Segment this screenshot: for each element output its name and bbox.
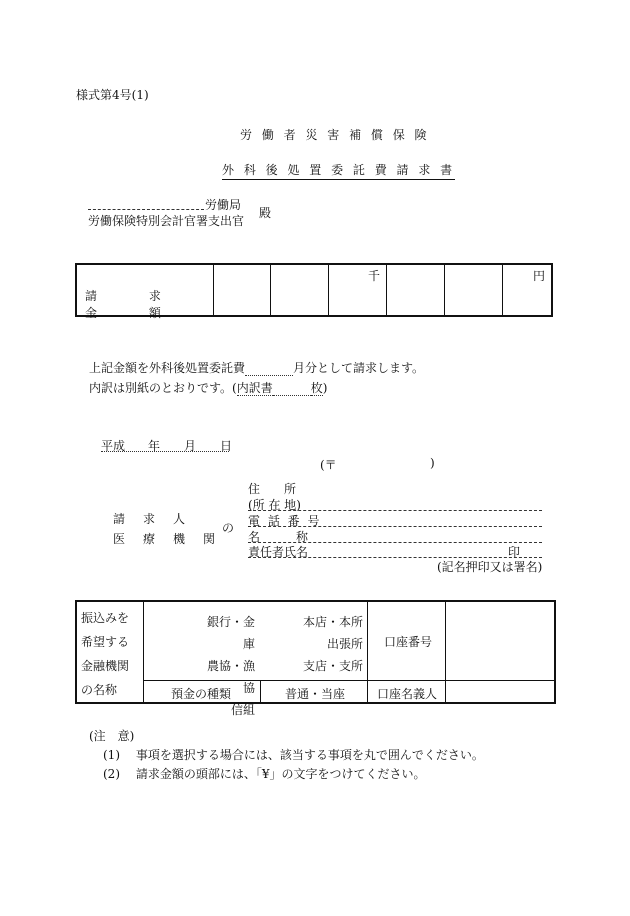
sheet-count-unit: 枚 [310, 381, 323, 395]
honorific: 殿 [259, 206, 272, 220]
date-month: 月 [184, 439, 197, 453]
statement-line-2 [89, 379, 327, 396]
bureau-name-field[interactable] [88, 197, 204, 210]
medical-institution-label: 医 療 機 関 [113, 532, 219, 546]
amount-label-cell [77, 265, 214, 320]
bureau-suffix: 労働局 [205, 198, 242, 212]
postal-close: ) [430, 456, 435, 470]
note-number: (2) [103, 767, 120, 781]
institution-type[interactable]: 農協・漁協 [206, 659, 255, 695]
bank-table [75, 600, 556, 717]
breakdown-label: 内訳書 [236, 381, 273, 395]
breakdown-prefix: 内訳は別紙のとおりです。( [89, 381, 237, 395]
breakdown-close: ) [322, 381, 328, 395]
month-field[interactable] [245, 363, 293, 376]
amount-digit-cell[interactable] [503, 265, 551, 315]
seal-mark: 印 [508, 545, 521, 559]
bank-header-line: 振込みを [81, 611, 130, 625]
date-year: 年 [148, 439, 161, 453]
yen-unit: 円 [532, 269, 545, 283]
branch-type[interactable]: 支店・支所 [302, 659, 363, 673]
statement-prefix: 上記金額を外科後処置委託費 [89, 361, 246, 375]
note-item [103, 746, 484, 763]
grid-line [260, 680, 261, 702]
amount-digit-cell[interactable] [445, 265, 503, 315]
grid-line [143, 602, 144, 702]
page-title: 労 働 者 災 害 補 償 保 険 [240, 128, 430, 142]
bank-header [81, 606, 129, 702]
date-field[interactable] [101, 437, 233, 453]
account-number-field[interactable] [446, 602, 554, 680]
phone-label: 電 話 番 号 [248, 514, 322, 528]
representative-label: 責任者氏名 [248, 545, 309, 559]
phone-field[interactable] [248, 512, 542, 527]
branch-type[interactable]: 本店・本所 [302, 615, 363, 629]
note-item [103, 765, 425, 782]
date-era: 平成 [101, 439, 126, 453]
location-label: (所 在 地) [248, 498, 301, 512]
branch-type-list [299, 611, 363, 677]
deposit-type-options[interactable]: 普通・当座 [285, 687, 346, 701]
postal-open: (〒 [320, 458, 337, 472]
form-number: 様式第4号(1) [76, 88, 149, 102]
bank-header-line: 希望する [81, 635, 130, 649]
name-label: 名 称 [248, 530, 309, 544]
institution-type-list [197, 611, 255, 721]
notes-heading: (注 意) [89, 729, 135, 743]
institution-type[interactable]: 信組 [230, 703, 255, 717]
amount-table [75, 263, 553, 320]
document-subtitle: 外 科 後 処 置 委 託 費 請 求 書 [222, 161, 455, 180]
address-label: 住 所 [248, 482, 297, 496]
deposit-type-label: 預金の種類 [171, 687, 232, 701]
branch-type[interactable]: 出張所 [326, 637, 363, 651]
name-field[interactable] [248, 528, 542, 543]
location-field[interactable] [248, 496, 542, 511]
claimant-label: 請 求 人 [113, 512, 189, 526]
postal-code-field[interactable] [338, 456, 430, 469]
account-holder-label: 口座名義人 [377, 687, 438, 701]
grid-line [367, 602, 368, 702]
amount-label: 請 求 金 額 [85, 289, 185, 320]
statement-suffix: 月分として請求します。 [293, 361, 425, 375]
date-day: 日 [220, 439, 233, 453]
note-text: 事項を選択する場合には、該当する事項を丸で囲んでください。 [135, 748, 484, 762]
connector-no: の [222, 521, 235, 535]
representative-field[interactable] [248, 543, 542, 558]
thousand-unit: 千 [367, 269, 380, 283]
bank-header-line: の名称 [81, 683, 118, 697]
seal-note: (記名押印又は署名) [437, 560, 543, 574]
institution-type[interactable]: 銀行・金庫 [206, 615, 255, 651]
amount-digit-cell[interactable] [387, 265, 445, 315]
note-text: 請求金額の頭部には、「¥」の文字をつけてください。 [135, 767, 426, 781]
sheet-count-field[interactable] [273, 383, 311, 396]
statement-line-1 [89, 359, 424, 376]
amount-digit-cell[interactable] [329, 265, 387, 315]
official-title: 労働保険特別会計官署支出官 [88, 214, 245, 228]
amount-digit-cell[interactable] [213, 265, 271, 315]
bank-header-line: 金融機関 [81, 659, 130, 673]
account-holder-field[interactable] [446, 681, 554, 702]
account-number-label: 口座番号 [384, 635, 433, 649]
amount-digit-cell[interactable] [271, 265, 329, 315]
note-number: (1) [103, 748, 120, 762]
